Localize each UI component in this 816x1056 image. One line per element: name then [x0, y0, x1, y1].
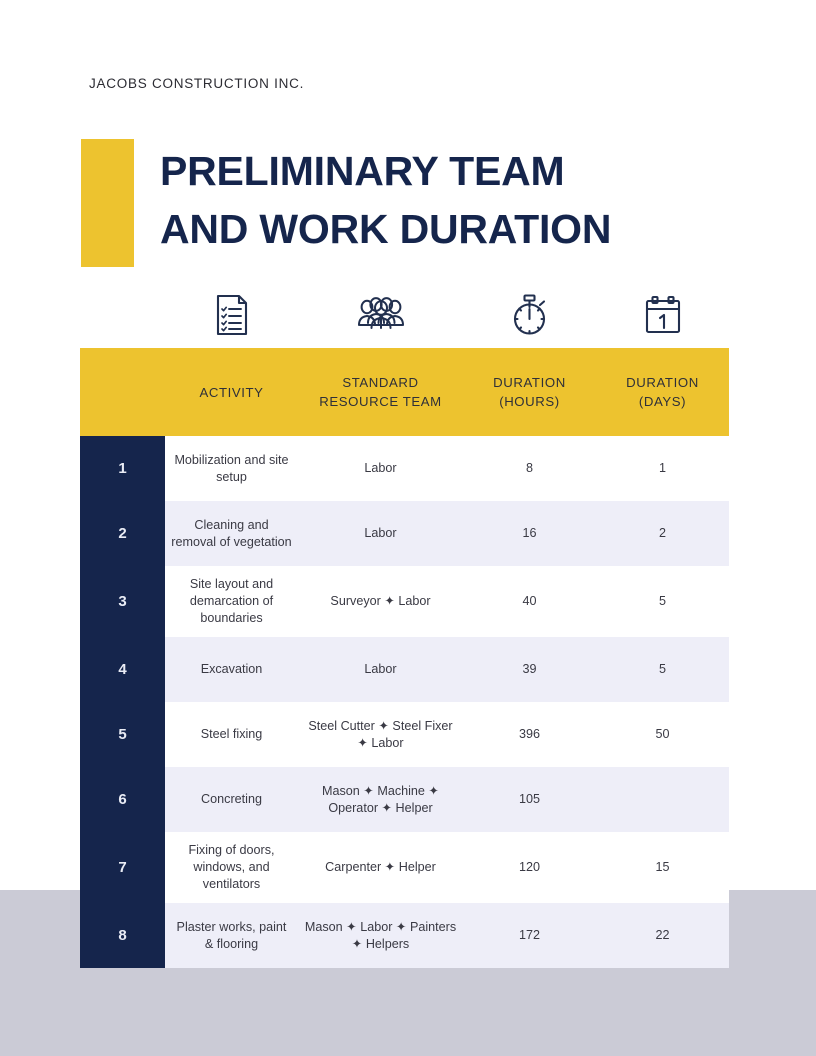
column-icon-row: [80, 286, 729, 344]
cell-activity: Excavation: [200, 662, 263, 676]
header-activity: ACTIVITY: [199, 384, 264, 400]
page-title-line-2: AND WORK DURATION: [160, 206, 612, 252]
cell-activity: Mobilization and site setup: [174, 452, 289, 484]
cell-duration-hours: 8: [525, 461, 533, 475]
work-duration-table: [80, 348, 729, 968]
page-title-line-1: PRELIMINARY TEAM: [160, 148, 565, 194]
table-body: [80, 436, 729, 968]
cell-duration-hours: 105: [518, 792, 540, 806]
cell-duration-hours: 172: [518, 928, 540, 942]
cell-duration-days: 5: [658, 662, 666, 676]
title-accent-bar: [81, 139, 134, 267]
table-row: [80, 702, 729, 767]
cell-row-number: 5: [80, 702, 165, 767]
table-row: [80, 767, 729, 832]
checklist-document-icon: [165, 286, 298, 344]
cell-duration-days: 22: [655, 928, 670, 942]
table-row: [80, 637, 729, 702]
cell-row-number: 1: [80, 436, 165, 501]
table-row: [80, 436, 729, 501]
cell-row-number: 6: [80, 767, 165, 832]
header-duration-hours: [463, 348, 596, 436]
cell-activity: Concreting: [201, 792, 262, 806]
cell-duration-hours: 396: [518, 727, 540, 741]
table-row: [80, 903, 729, 968]
cell-row-number: 8: [80, 903, 165, 968]
cell-standard-resource-team: Steel Cutter ✦ Steel Fixer ✦ Labor: [308, 718, 453, 750]
table-header-row: [80, 348, 729, 436]
table-row: [80, 566, 729, 637]
calendar-day-icon: [596, 286, 729, 344]
table-row: [80, 501, 729, 566]
cell-standard-resource-team: Mason ✦ Machine ✦ Operator ✦ Helper: [321, 783, 439, 815]
cell-standard-resource-team: Mason ✦ Labor ✦ Painters ✦ Helpers: [304, 919, 457, 951]
cell-duration-hours: 120: [518, 860, 540, 874]
cell-row-number: 3: [80, 566, 165, 637]
cell-row-number: 4: [80, 637, 165, 702]
cell-duration-hours: 40: [522, 594, 537, 608]
cell-standard-resource-team: Surveyor ✦ Labor: [330, 594, 431, 608]
cell-standard-resource-team: Labor: [364, 526, 397, 540]
cell-duration-days: 15: [655, 860, 670, 874]
cell-activity: Site layout and demarcation of boundaries: [189, 577, 274, 625]
company-name: JACOBS CONSTRUCTION INC.: [89, 76, 305, 91]
header-duration-days: [596, 348, 729, 436]
cell-duration-days: 2: [658, 526, 666, 540]
cell-standard-resource-team: Carpenter ✦ Helper: [325, 860, 436, 874]
cell-activity: Cleaning and removal of vegetation: [171, 517, 292, 549]
cell-standard-resource-team: Labor: [364, 461, 397, 475]
header-team-line-1: STANDARD: [342, 375, 419, 390]
header-hours-line-2: (HOURS): [499, 394, 560, 409]
cell-activity: Plaster works, paint & flooring: [176, 919, 287, 951]
cell-duration-hours: 16: [522, 526, 537, 540]
cell-duration-days: 1: [658, 461, 666, 475]
header-standard-resource-team: [298, 348, 463, 436]
cell-duration-hours: 39: [522, 662, 537, 676]
cell-activity: Steel fixing: [200, 727, 263, 741]
header-days-line-1: DURATION: [626, 375, 699, 390]
cell-activity: Fixing of doors, windows, and ventilators: [188, 843, 275, 891]
header-days-line-2: (DAYS): [638, 394, 687, 409]
header-team-line-2: RESOURCE TEAM: [319, 394, 442, 409]
cell-row-number: 2: [80, 501, 165, 566]
cell-duration-days: 5: [658, 594, 666, 608]
header-hours-line-1: DURATION: [493, 375, 566, 390]
header-number: [80, 348, 165, 436]
cell-standard-resource-team: Labor: [364, 662, 397, 676]
page-title: [160, 142, 720, 258]
cell-duration-days: [596, 767, 729, 832]
team-people-icon: [298, 286, 463, 344]
stopwatch-icon: [463, 286, 596, 344]
table-row: [80, 832, 729, 903]
cell-duration-days: 50: [655, 727, 670, 741]
cell-row-number: 7: [80, 832, 165, 903]
